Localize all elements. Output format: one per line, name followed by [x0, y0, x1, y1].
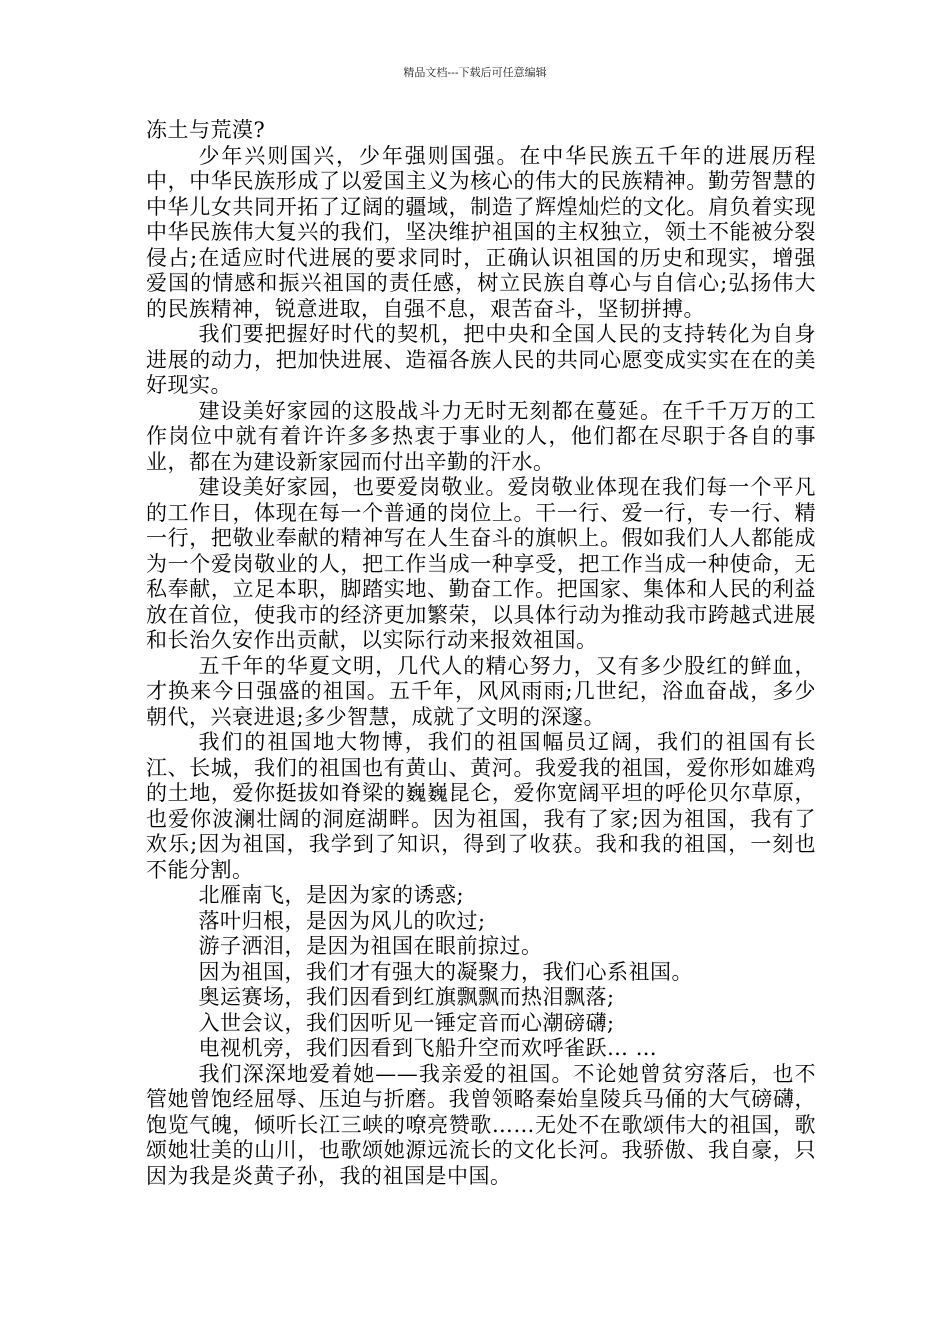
document-body: [146, 118, 816, 1189]
verse-line: 北雁南飞，是因为家的诱惑;: [198, 883, 465, 907]
paragraph: 我们的祖国地大物博，我们的祖国幅员辽阔，我们的祖国有长江、长城，我们的祖国也有黄山、黄河。我爱我的祖国，爱你形如雄鸡的土地，爱你挺拔如脊梁的巍巍昆仑，爱你宽阔平坦的呼伦贝尔草原，也爱你波澜壮阔的洞庭湖畔。因为祖国，我有了家;因为祖国，我有了欢乐;因为祖国，我学到了知识，得到了收获。我和我的祖国，一刻也不能分割。: [146, 730, 816, 882]
paragraph: 五千年的华夏文明，几代人的精心努力，又有多少股红的鲜血，才换来今日强盛的祖国。五千年，风风雨雨;几世纪，浴血奋战，多少朝代，兴衰进退;多少智慧，成就了文明的深邃。: [146, 653, 816, 729]
verse-line: 落叶归根，是因为风儿的吹过;: [198, 908, 486, 933]
paragraph: 少年兴则国兴，少年强则国强。在中华民族五千年的进展历程中，中华民族形成了以爱国主义为核心的伟大的民族精神。勤劳智慧的中华儿女共同开拓了辽阔的疆域，制造了辉煌灿烂的文化。肩负着实现中华民族伟大复兴的我们，坚决维护祖国的主权独立，领土不能被分裂侵占;在适应时代进展的要求同时，正确认识祖国的历史和现实，增强爱国的情感和振兴祖国的责任感，树立民族自尊心与自信心;弘扬伟大的民族精神，锐意进取，自强不息，艰苦奋斗，坚韧拼搏。: [146, 143, 816, 321]
verse-line: 奥运赛场，我们因看到红旗飘飘而热泪飘落;: [198, 985, 615, 1009]
verse-line: 入世会议，我们因听见一锤定音而心潮磅礴;: [198, 1010, 615, 1035]
paragraph: 建设美好家园的这股战斗力无时无刻都在蔓延。在千千万万的工作岗位中就有着许许多多热衷于事业的人，他们都在尽职于各自的事业，都在为建设新家园而付出辛勤的汗水。: [146, 398, 816, 474]
verse-line: 电视机旁，我们因看到飞船升空而欢呼雀跃… …: [198, 1036, 658, 1060]
verse-line: 游子洒泪，是因为祖国在眼前掠过。: [198, 934, 543, 958]
page-header: 精品文档---下载后可任意编辑: [403, 66, 547, 79]
paragraph-continuation: 冻土与荒漠?: [146, 118, 266, 142]
paragraph: 我们要把握好时代的契机，把中央和全国人民的支持转化为自身进展的动力，把加快进展、造福各族人民的共同心愿变成实实在在的美好现实。: [146, 322, 816, 397]
verse-line: 因为祖国，我们才有强大的凝聚力，我们心系祖国。: [198, 959, 693, 984]
paragraph: 我们深深地爱着她——我亲爱的祖国。不论她曾贫穷落后，也不管她曾饱经屈辱、压迫与折磨。我曾领略秦始皇陵兵马俑的大气磅礴，饱览气魄，倾听长江三峡的嘹亮赞歌……无处不在歌颂伟大的祖国，歌颂她壮美的山川，也歌颂她源远流长的文化长河。我骄傲、我自豪，只因为我是炎黄子孙，我的祖国是中国。: [146, 1061, 816, 1188]
paragraph: 建设美好家园，也要爱岗敬业。爱岗敬业体现在我们每一个平凡的工作日，体现在每一个普通的岗位上。干一行、爱一行，专一行、精一行，把敬业奉献的精神写在人生奋斗的旗帜上。假如我们人人都能成为一个爱岗敬业的人，把工作当成一种享受，把工作当成一种使命，无私奉献，立足本职，脚踏实地、勤奋工作。把国家、集体和人民的利益放在首位，使我市的经济更加繁荣，以具体行动为推动我市跨越式进展和长治久安作出贡献，以实际行动来报效祖国。: [146, 475, 816, 652]
